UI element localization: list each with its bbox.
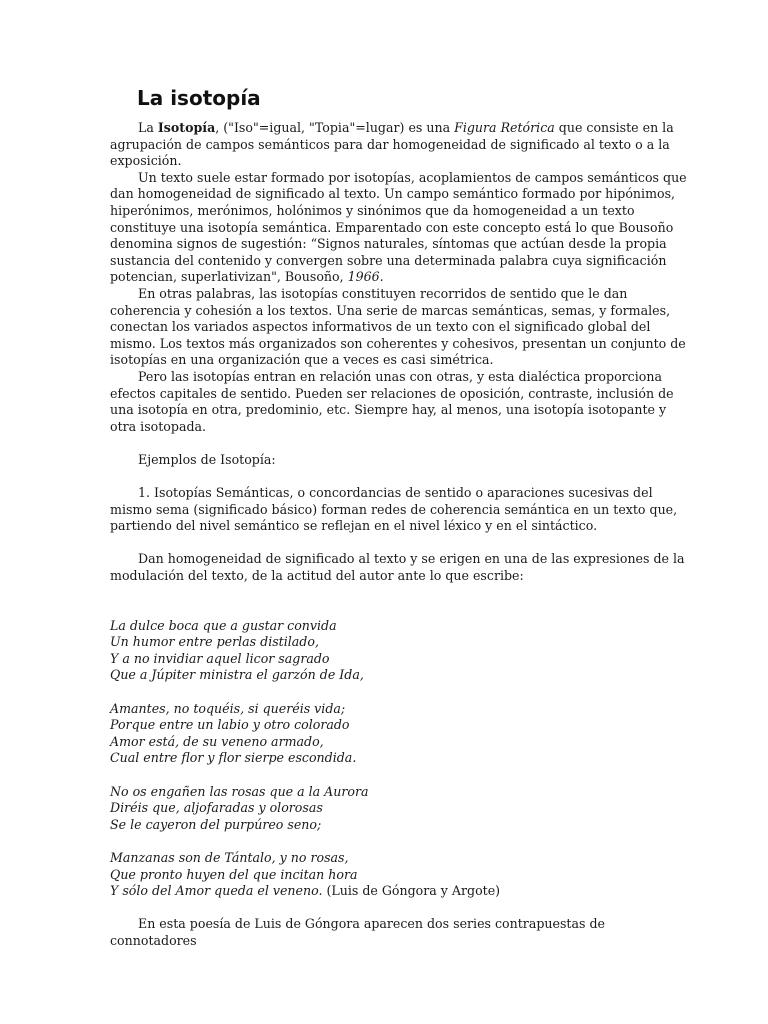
poem-line: Porque entre un labio y otro colorado (110, 717, 350, 733)
intro-paragraph-1 (110, 120, 694, 170)
example-2-paragraph: Dan homogeneidad de significado al texto y se erigen en una de las expresiones de la modulación del texto, de la actitud del autor ante lo que escribe: (110, 551, 685, 584)
intro-paragraph-2 (110, 170, 694, 286)
poem-line-final (110, 883, 694, 900)
example-1-paragraph: 1. Isotopías Semánticas, o concordancias de sentido o aparaciones sucesivas del mismo sema (significado básico) forman redes de coherencia semántica en un texto que, partiendo del nivel semántico se reflejan en el nivel léxico y en el sintáctico. (110, 485, 678, 534)
isotopia-term: Isotopía (157, 120, 216, 135)
spacer (110, 833, 694, 850)
poem-line: Un humor entre perlas distilado, (110, 634, 319, 650)
p2-text: Un texto suele estar formado por isotopías, acoplamientos de campos semánticos que dan homogeneidad de significado al texto. Un campo semántico formado por hipónimos, hiperónimos, merónimos, holónimos y sinónimos que da homogeneidad a un texto constituye una isotopía semántica. Emparentado con este concepto está lo que Bousoño denomina signos de sugestión: “Signos naturales, síntomas que actúan desde la propia sustancia del contenido y convergen sobre una determinada palabra cuya significación potencian, superlativizan", Bousoño, (110, 169, 687, 285)
poem-stanza-2 (110, 701, 694, 767)
poem-line: La dulce boca que a gustar convida (110, 617, 337, 633)
document-body (110, 120, 694, 950)
poem-stanza-4 (110, 850, 694, 900)
poem-line: Se le cayeron del purpúreo seno; (110, 816, 322, 832)
poem-line: No os engañen las rosas que a la Aurora (110, 783, 369, 799)
figura-retorica-link[interactable]: Figura Retórica (454, 120, 555, 135)
poem-line: Amor está, de su veneno armado, (110, 733, 324, 749)
p1-text-b: , ("Iso"=igual, "Topia"=lugar) es una (215, 120, 455, 135)
spacer (110, 585, 694, 618)
poem-line: Que pronto huyen del que incitan hora (110, 866, 358, 882)
intro-paragraph-4: Pero las isotopías entran en relación unas con otras, y esta dialéctica proporciona efectos capitales de sentido. Pueden ser relaciones de oposición, contraste, inclusión de una isotopía en otra, predominio, etc. Siempre hay, al menos, una isotopía isotopante y otra isotopada. (110, 368, 674, 434)
p1-text-a: La (138, 120, 158, 135)
poem-line: Que a Júpiter ministra el garzón de Ida, (110, 667, 364, 683)
poem-final-verse: Y sólo del Amor queda el veneno. (110, 883, 323, 899)
spacer (110, 767, 694, 784)
spacer (110, 535, 694, 552)
poem-stanza-1 (110, 618, 694, 684)
p1-text-c: que consiste en la agrupación de campos semánticos para dar homogeneidad de significado al texto o a la exposición. (110, 120, 674, 169)
spacer (110, 684, 694, 701)
poem-line: Y a no invidiar aquel licor sagrado (110, 650, 330, 666)
p2-end: . (379, 269, 384, 285)
poem-line: Cual entre flor y flor sierpe escondida. (110, 750, 357, 766)
intro-paragraph-3: En otras palabras, las isotopías constituyen recorridos de sentido que le dan coherencia y cohesión a los textos. Una serie de marcas semánticas, semas, y formales, conectan los variados aspectos informativos de un texto con el significado global del mismo. Los textos más organizados son coherentes y cohesivos, presentan un conjunto de isotopías en una organización que a veces es casi simétrica. (110, 285, 686, 368)
poem-stanza-3 (110, 784, 694, 834)
closing-paragraph: En esta poesía de Luis de Góngora aparecen dos series contrapuestas de connotadores (110, 916, 605, 948)
spacer (110, 435, 694, 452)
spacer (110, 468, 694, 485)
p2-year: 1966 (347, 269, 380, 285)
poem-attribution: (Luis de Góngora y Argote) (322, 883, 501, 899)
spacer (110, 900, 694, 917)
page-title: La isotopía (137, 86, 261, 110)
poem-line: Diréis que, aljofaradas y olorosas (110, 800, 323, 816)
poem-line: Amantes, no toquéis, si queréis vida; (110, 700, 346, 716)
poem-line: Manzanas son de Tántalo, y no rosas, (110, 849, 349, 865)
examples-heading: Ejemplos de Isotopía: (138, 451, 276, 467)
